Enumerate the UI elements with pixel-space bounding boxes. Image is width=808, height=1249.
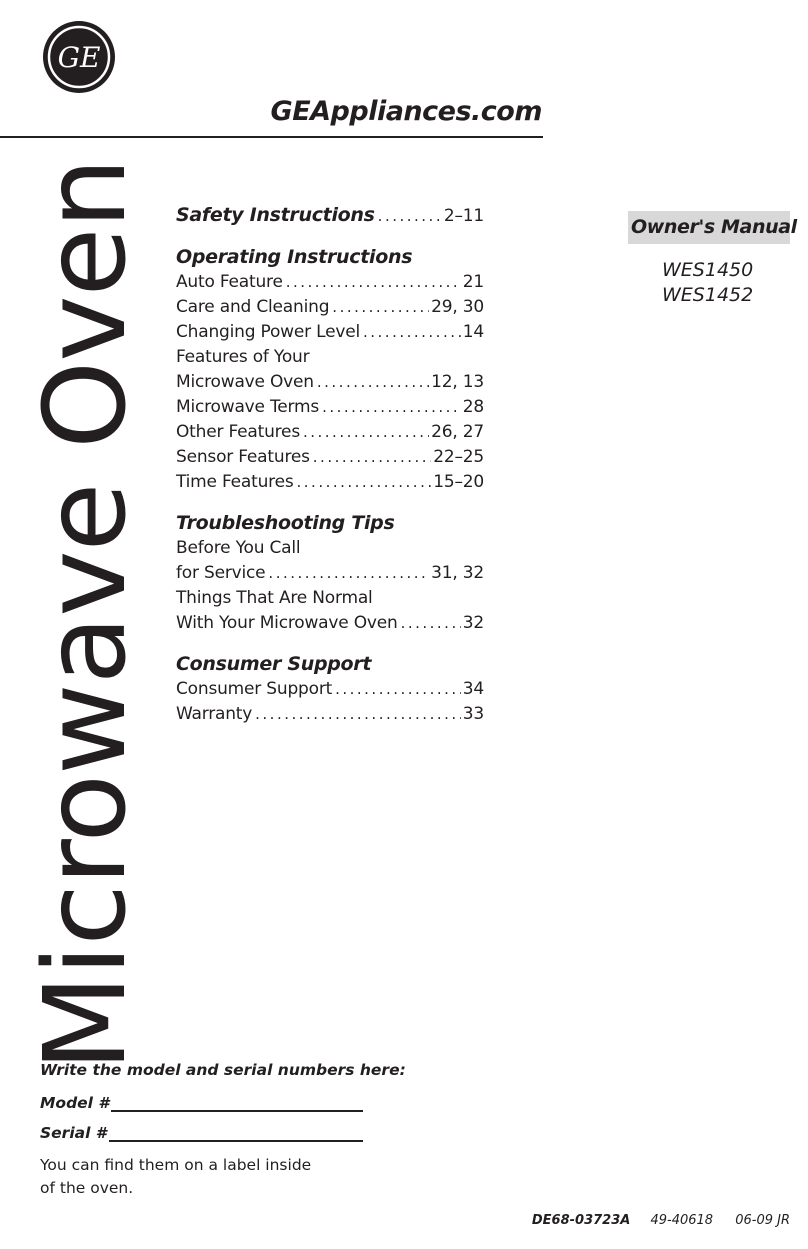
toc-leader-dots	[255, 702, 461, 727]
toc-leader-dots	[297, 470, 432, 495]
serial-number-field[interactable]	[40, 1124, 380, 1142]
toc-page-numbers: 28	[462, 397, 484, 417]
website-url[interactable]: GEAppliances.com	[270, 96, 542, 127]
model-blank-line[interactable]	[111, 1094, 363, 1112]
model-number: WES1450	[662, 259, 754, 281]
toc-entry[interactable]	[176, 445, 484, 470]
toc-page-numbers: 34	[462, 679, 484, 699]
toc-page-numbers: 26, 27	[431, 422, 484, 442]
toc-entry-label: Features of Your	[176, 347, 310, 367]
product-title: Microwave Oven	[21, 158, 151, 1072]
ge-logo-text: GE	[57, 41, 101, 74]
toc-entry-label: Auto Feature	[176, 272, 283, 292]
toc-entry[interactable]	[176, 586, 484, 611]
table-of-contents	[176, 203, 484, 743]
toc-entry-label: Microwave Terms	[176, 397, 320, 417]
serial-number-section	[40, 1058, 406, 1200]
toc-entry[interactable]	[176, 420, 484, 445]
toc-section-troubleshooting	[176, 511, 484, 636]
toc-entry[interactable]	[176, 677, 484, 702]
toc-section-safety	[176, 203, 484, 229]
toc-leader-dots	[401, 611, 461, 636]
toc-entry-label: Care and Cleaning	[176, 297, 330, 317]
toc-leader-dots	[335, 677, 461, 702]
toc-entry[interactable]	[176, 345, 484, 370]
toc-leader-dots	[286, 270, 461, 295]
note-line: of the oven.	[40, 1179, 134, 1197]
toc-section-title: Consumer Support	[176, 653, 372, 675]
owners-manual-label: Owner's Manual	[628, 211, 790, 244]
toc-page-numbers: 31, 32	[431, 563, 484, 583]
ge-monogram-icon	[42, 20, 116, 94]
toc-page-numbers: 14	[462, 322, 484, 342]
toc-entry[interactable]	[176, 561, 484, 586]
toc-page-numbers: 15–20	[433, 472, 484, 492]
toc-entry[interactable]	[176, 270, 484, 295]
label-location-note	[40, 1154, 380, 1200]
toc-section-operating	[176, 245, 484, 495]
part-code: DE68-03723A	[531, 1213, 631, 1228]
toc-page-numbers: 21	[462, 272, 484, 292]
toc-entry[interactable]	[176, 470, 484, 495]
publication-number: 49-40618	[650, 1213, 714, 1228]
model-list	[662, 258, 753, 308]
model-number: WES1452	[662, 284, 754, 306]
toc-page-numbers: 2–11	[443, 206, 484, 226]
serial-field-label: Serial #	[40, 1124, 107, 1142]
toc-leader-dots	[317, 370, 429, 395]
toc-entry[interactable]	[176, 611, 484, 636]
toc-entry-label: With Your Microwave Oven	[176, 613, 398, 633]
toc-entry[interactable]	[176, 370, 484, 395]
toc-leader-dots	[313, 445, 431, 470]
toc-entry-label: Sensor Features	[176, 447, 310, 467]
header-rule	[0, 136, 543, 138]
toc-entry-label: Changing Power Level	[176, 322, 360, 342]
toc-page-numbers: 32	[462, 613, 484, 633]
toc-entry[interactable]	[176, 320, 484, 345]
toc-section-title: Safety Instructions	[176, 204, 375, 226]
model-field-label: Model #	[40, 1094, 110, 1112]
toc-entry-safety[interactable]	[176, 203, 484, 229]
toc-entry-label: Warranty	[176, 704, 253, 724]
toc-section-consumer	[176, 652, 484, 727]
toc-leader-dots	[378, 204, 442, 229]
toc-leader-dots	[322, 395, 461, 420]
toc-entry[interactable]	[176, 536, 484, 561]
toc-leader-dots	[268, 561, 429, 586]
toc-section-title: Operating Instructions	[176, 246, 413, 268]
toc-entry-label: Before You Call	[176, 538, 301, 558]
toc-leader-dots	[332, 295, 429, 320]
serial-blank-line[interactable]	[109, 1124, 363, 1142]
toc-page-numbers: 29, 30	[431, 297, 484, 317]
serial-prompt: Write the model and serial numbers here:	[40, 1061, 406, 1079]
toc-entry[interactable]	[176, 295, 484, 320]
toc-entry-label: Other Features	[176, 422, 300, 442]
toc-entry-label: for Service	[176, 563, 266, 583]
toc-section-title: Troubleshooting Tips	[176, 512, 395, 534]
model-number-field[interactable]	[40, 1094, 380, 1112]
toc-entry-label: Things That Are Normal	[176, 588, 373, 608]
date-code: 06-09 JR	[735, 1213, 790, 1228]
toc-entry[interactable]	[176, 702, 484, 727]
toc-leader-dots	[363, 320, 461, 345]
toc-leader-dots	[303, 420, 429, 445]
toc-entry-label: Time Features	[176, 472, 294, 492]
toc-page-numbers: 22–25	[433, 447, 484, 467]
toc-entry[interactable]	[176, 395, 484, 420]
toc-entry-label: Microwave Oven	[176, 372, 314, 392]
footer-codes	[532, 1213, 790, 1228]
toc-entry-label: Consumer Support	[176, 679, 333, 699]
note-line: You can find them on a label inside	[40, 1156, 312, 1174]
toc-page-numbers: 33	[462, 704, 484, 724]
toc-page-numbers: 12, 13	[431, 372, 484, 392]
